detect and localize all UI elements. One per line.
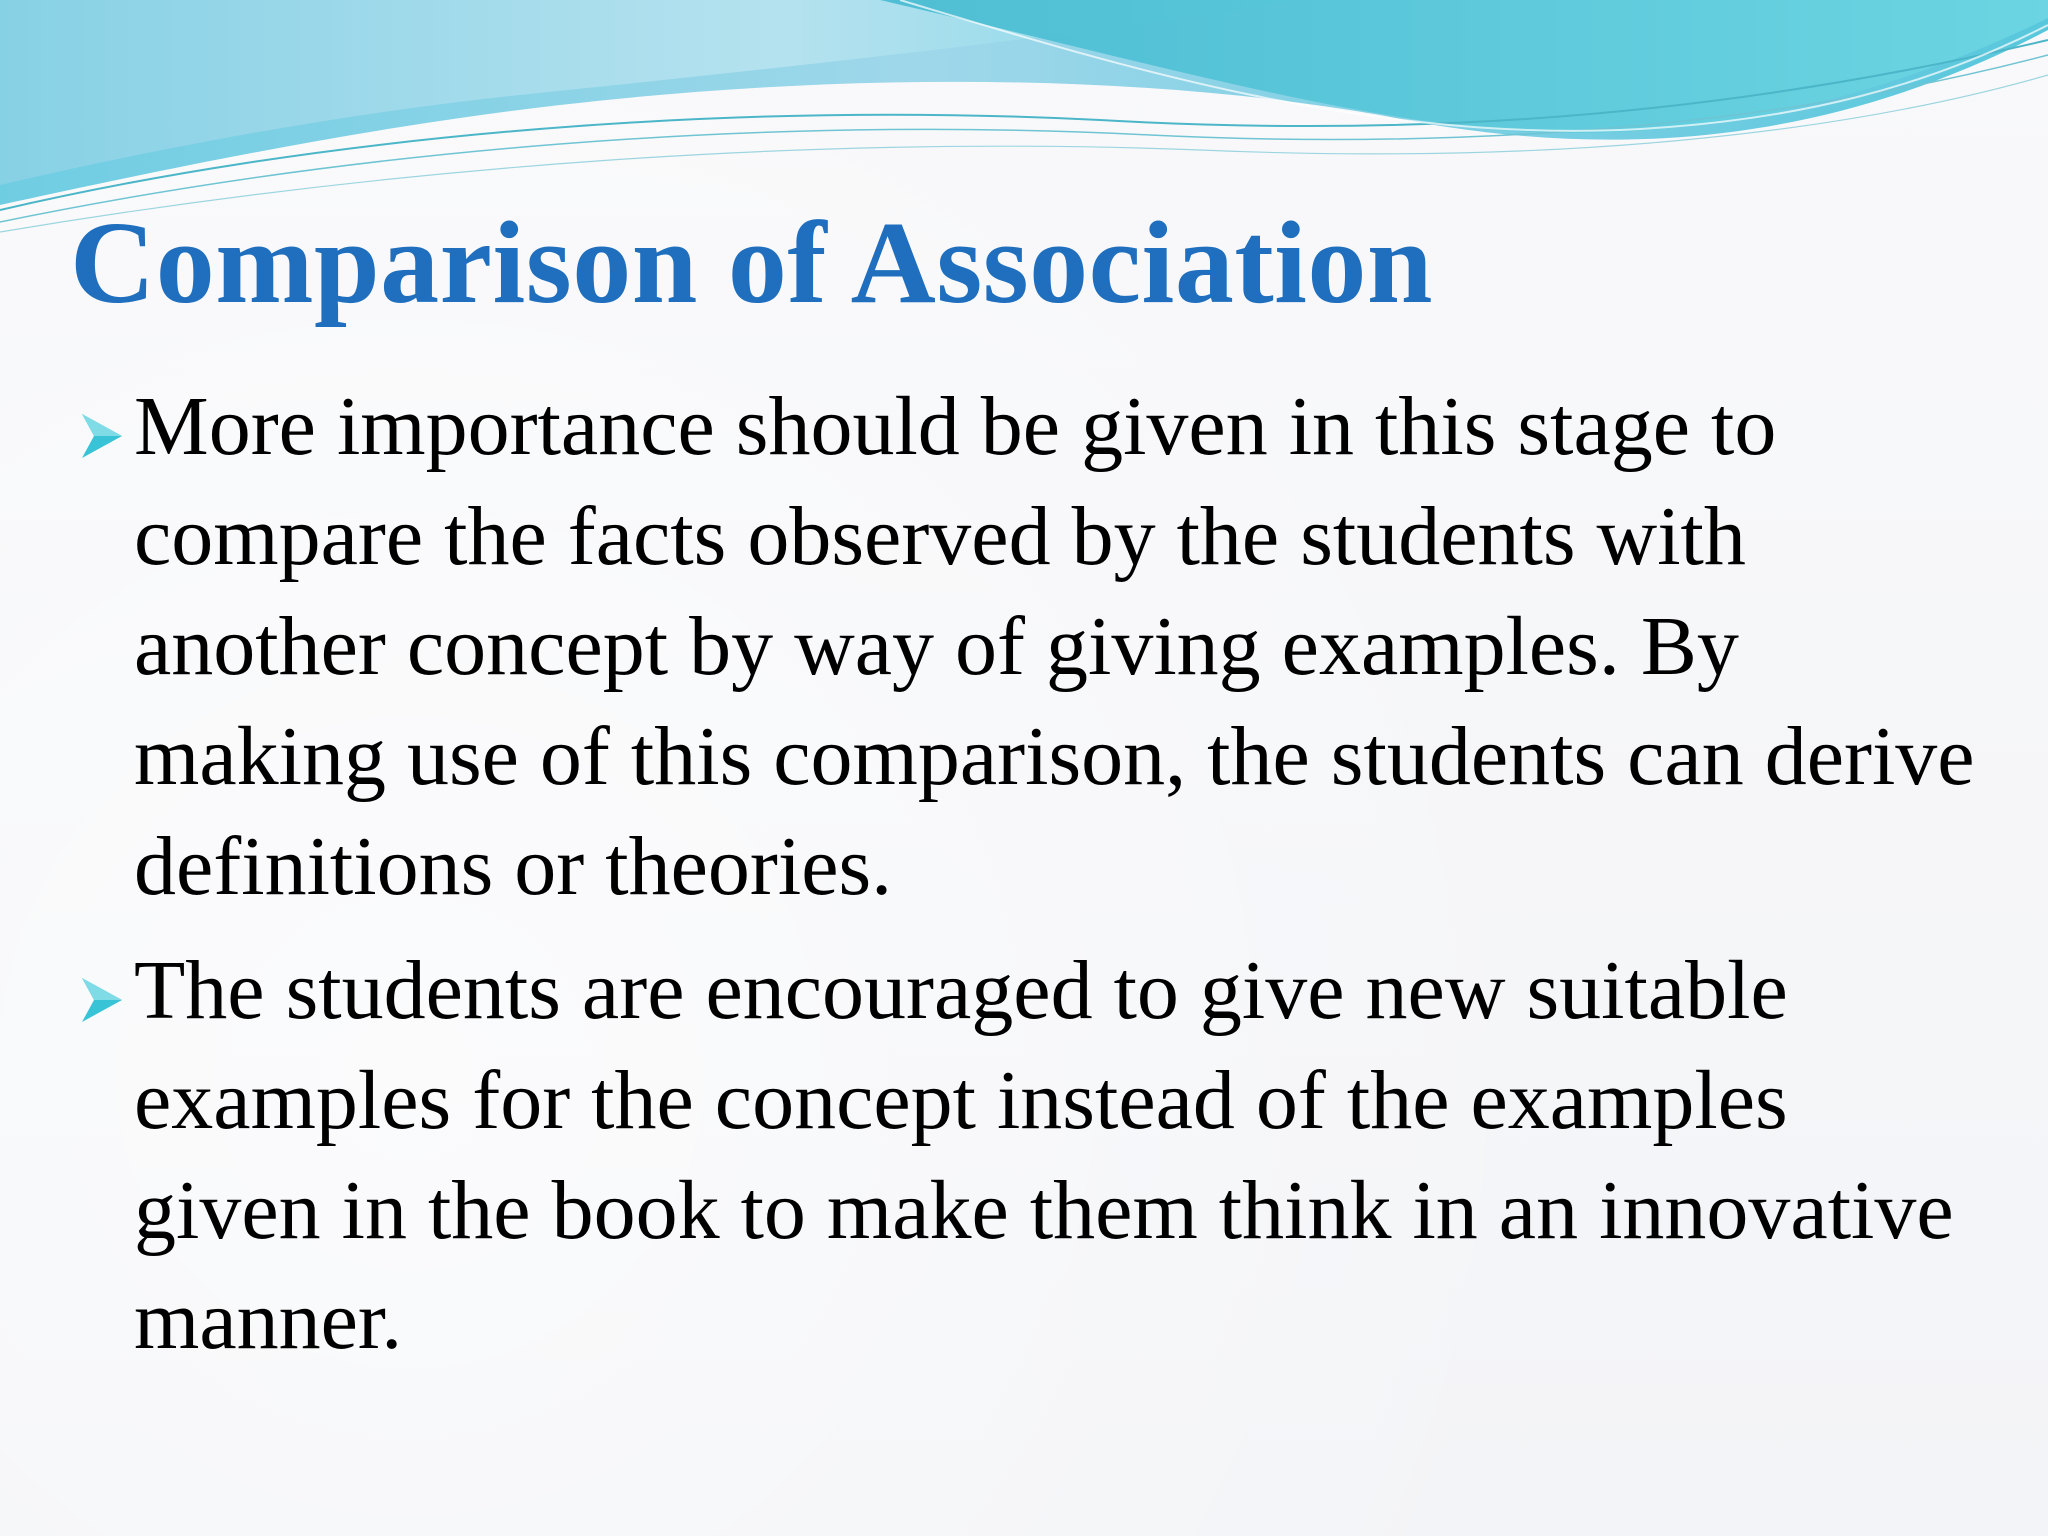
bullet-text: The students are encouraged to give new suitable examples for the concept instead of the examples given in the book to make them think in an innovative manner.: [134, 944, 1954, 1367]
bullet-item: [76, 936, 1986, 1376]
bullet-item: [76, 372, 1986, 922]
arrow-bullet-icon: [76, 408, 134, 464]
slide-title: Comparison of Association: [70, 197, 1434, 328]
bullet-list: [76, 372, 1986, 1390]
bullet-text: More importance should be given in this stage to compare the facts observed by the students with another concept by way of giving examples. By making use of this comparison, the students can derive definitions or theories.: [134, 380, 1975, 913]
arrow-bullet-icon: [76, 972, 134, 1028]
